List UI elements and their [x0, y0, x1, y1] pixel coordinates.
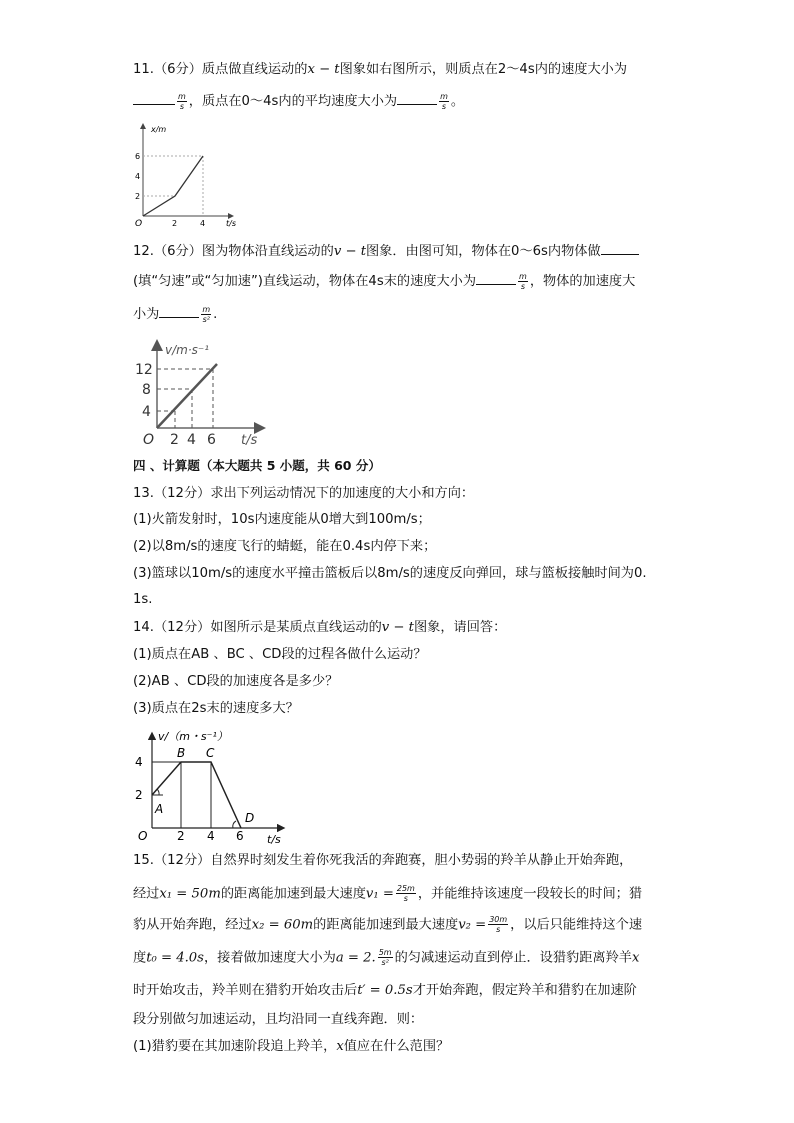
y-tick: 6 — [135, 152, 141, 161]
q15-line3: 豹从开始奔跑，经过x₂ = 60m的距离能加速到最大速度v₂ = $\frac{30m}{s}$ ，以后只能维持这个速 — [133, 915, 643, 934]
x2-expr: x₂ = 60m — [251, 917, 314, 933]
x-axis-label: t/s — [267, 833, 281, 846]
x-tick: 4 — [207, 829, 215, 843]
y-tick: 2 — [135, 788, 143, 802]
answer-blank[interactable] — [601, 240, 639, 255]
t0-expr: t₀ = 4.0s — [146, 950, 204, 966]
y-axis-label: x/m — [151, 125, 167, 134]
q14-vt: v − t — [381, 620, 414, 635]
point-label-d: D — [245, 811, 255, 825]
answer-blank[interactable] — [476, 270, 516, 285]
q15-line1: 15.（12分）自然界时刻发生着你死我活的奔跑赛，胆小势弱的羚羊从静止开始奔跑， — [133, 853, 633, 868]
point-label-c: C — [206, 746, 215, 760]
q15-line2: 经过x₁ = 50m的距离能加速到最大速度v₁ = $\frac{25m}{s}$ ，并能维持该速度一段较长的时间；猎 — [133, 884, 643, 903]
q12-line1: 12.（6分）图为物体沿直线运动的v − t图象．由图可知，物体在0～6s内物体做 — [133, 240, 639, 262]
x1-expr: x₁ = 50m — [159, 886, 221, 902]
q11-line2: $\frac{m}{s}$ ，质点在0～4s内的平均速度大小为 $\frac{m}{s}$ 。 — [133, 90, 464, 112]
q14-part3: (3)质点在2s末的速度多大？ — [133, 701, 299, 716]
xt-line — [143, 156, 203, 216]
y-tick: 4 — [135, 755, 143, 769]
q12-line2: (填“匀速”或“匀加速”)直线运动，物体在4s末的速度大小为 $\frac{m}{s}$ ，物体的加速度大 — [133, 271, 636, 291]
y-tick: 2 — [135, 192, 141, 201]
v1-fraction: $\frac{25m}{s}$ — [396, 884, 415, 903]
q14-part1: (1)质点在AB 、BC 、CD段的过程各做什么运动？ — [133, 647, 427, 662]
a-expr: a = 2. — [335, 950, 376, 966]
q14-part2: (2)AB 、CD段的加速度各是多少？ — [133, 674, 339, 689]
origin-label: O — [138, 829, 148, 843]
q15-line6: 段分别做匀加速运动，且均沿同一直线奔跑．则： — [133, 1012, 424, 1027]
q13-stem: 13.（12分）求出下列运动情况下的加速度的大小和方向： — [133, 486, 475, 501]
v2-fraction: $\frac{30m}{s}$ — [489, 915, 508, 934]
q11-text-b: 图象如右图所示，则质点在2～4s内的速度大小为 — [339, 62, 628, 77]
vt-line — [157, 364, 217, 428]
x-axis-label: t/s — [241, 433, 258, 448]
y-tick: 4 — [135, 172, 141, 181]
tprime-expr: t′ = 0.5s — [357, 983, 413, 998]
x-tick: 2 — [172, 219, 178, 228]
q11-xt-graph — [133, 118, 243, 230]
q15-line5: 时开始攻击，羚羊则在猎豹开始攻击后t′ = 0.5s才开始奔跑，假定羚羊和猎豹在加速阶 — [133, 983, 637, 998]
unit-fraction: $\frac{m}{s}$ — [178, 91, 186, 111]
y-axis-label: v/m·s⁻¹ — [165, 343, 210, 357]
v2-expr: v₂ = — [458, 917, 487, 933]
vt-polyline — [152, 762, 241, 828]
y-tick: 8 — [142, 382, 151, 398]
x-tick: 2 — [170, 432, 179, 448]
q14-stem: 14.（12分）如图所示是某质点直线运动的v − t图象，请回答： — [133, 620, 507, 635]
point-label-a: A — [155, 802, 164, 816]
x-tick: 6 — [207, 432, 216, 448]
q11-text-c: ，质点在0～4s内的平均速度大小为 — [188, 94, 398, 109]
point-label-b: B — [177, 746, 186, 760]
q12-vt-graph — [135, 336, 270, 450]
q13-part2: (2)以8m/s的速度飞行的蜻蜓，能在0.4s内停下来； — [133, 539, 437, 554]
q13-part3-cont: 1s. — [133, 592, 153, 607]
q14-vt-graph — [133, 726, 293, 848]
q15-line4: 度t₀ = 4.0s，接着做加速度大小为a = 2. $\frac{5m}{\text{s²}}$ 的匀减速运动直到停止．设猎豹距离羚羊x — [133, 948, 640, 967]
q12-vt: v − t — [333, 244, 366, 259]
x-axis-label: t/s — [226, 219, 236, 228]
q11-text: 11.（6分）质点做直线运动的 — [133, 62, 308, 77]
q11-line1 — [133, 60, 627, 80]
answer-blank[interactable] — [397, 90, 437, 105]
answer-blank[interactable] — [159, 303, 199, 318]
x-tick: 6 — [236, 829, 244, 843]
y-tick: 12 — [135, 362, 153, 378]
q12-line3: 小为 $\frac{m}{\text{s²}}$ . — [133, 304, 218, 324]
unit-fraction: $\frac{m}{\text{s²}}$ — [202, 304, 211, 324]
a-fraction: $\frac{5m}{\text{s²}}$ — [378, 948, 392, 967]
x-tick: 2 — [177, 829, 185, 843]
x-tick: 4 — [200, 219, 206, 228]
origin-label: O — [135, 219, 143, 229]
v1-expr: v₁ = — [365, 886, 394, 902]
x-tick: 4 — [187, 432, 196, 448]
unit-fraction: $\frac{m}{s}$ — [519, 271, 527, 291]
section-heading: 四 、计算题（本大题共 5 小题，共 60 分） — [133, 458, 381, 473]
unit-fraction: $\frac{m}{s}$ — [440, 91, 448, 111]
y-tick: 4 — [142, 404, 151, 420]
origin-label: O — [143, 432, 155, 448]
q15-part1: (1)猎豹要在其加速阶段追上羚羊，x值应在什么范围？ — [133, 1039, 450, 1054]
q13-part1: (1)火箭发射时，10s内速度能从0增大到100m/s； — [133, 512, 431, 527]
answer-blank[interactable] — [133, 90, 175, 105]
q11-xt: x − t — [307, 62, 340, 77]
q13-part3: (3)篮球以10m/s的速度水平撞击篮板后以8m/s的速度反向弹回，球与篮板接触时间为0. — [133, 566, 647, 581]
y-axis-label: v/（m・s⁻¹） — [158, 730, 228, 743]
